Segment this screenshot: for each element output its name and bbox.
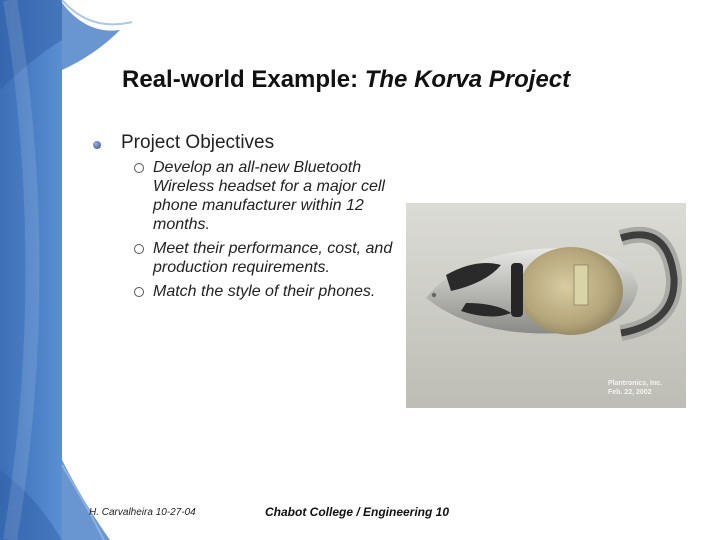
sub-bullet-list <box>134 158 404 306</box>
hollow-circle-icon <box>134 287 144 297</box>
bottom-swoosh-decoration <box>0 460 120 540</box>
slide-title <box>122 66 682 94</box>
hollow-circle-icon <box>134 163 144 173</box>
footer-author-date: H. Carvalheira 10-27-04 <box>89 507 196 518</box>
sub-bullet-item <box>134 282 404 301</box>
sub-bullet-text: Match the style of their phones. <box>153 283 376 300</box>
hollow-circle-icon <box>134 244 144 254</box>
title-main: Real-world Example: <box>122 66 359 93</box>
headset-image <box>406 203 686 408</box>
top-swoosh-decoration <box>0 0 140 80</box>
bullet-label: Project Objectives <box>121 132 275 153</box>
band-decoration <box>0 0 62 540</box>
sub-bullet-item <box>134 239 404 277</box>
left-blue-band <box>0 0 62 540</box>
sub-bullet-text: Meet their performance, cost, and production requirements. <box>153 240 393 276</box>
bullet-dot-icon <box>93 141 101 149</box>
sub-bullet-item <box>134 158 404 234</box>
photo-caption-line2: Feb. 22, 2002 <box>608 389 652 396</box>
sub-bullet-text: Develop an all-new Bluetooth Wireless headset for a major cell phone manufacturer within 12 months. <box>153 159 385 233</box>
photo-caption-line1: Plantronics, Inc. <box>608 380 663 387</box>
photo-caption <box>608 379 678 397</box>
footer-course: Chabot College / Engineering 10 <box>265 505 450 519</box>
headset-photo <box>406 203 686 408</box>
title-italic: The Korva Project <box>364 66 571 93</box>
